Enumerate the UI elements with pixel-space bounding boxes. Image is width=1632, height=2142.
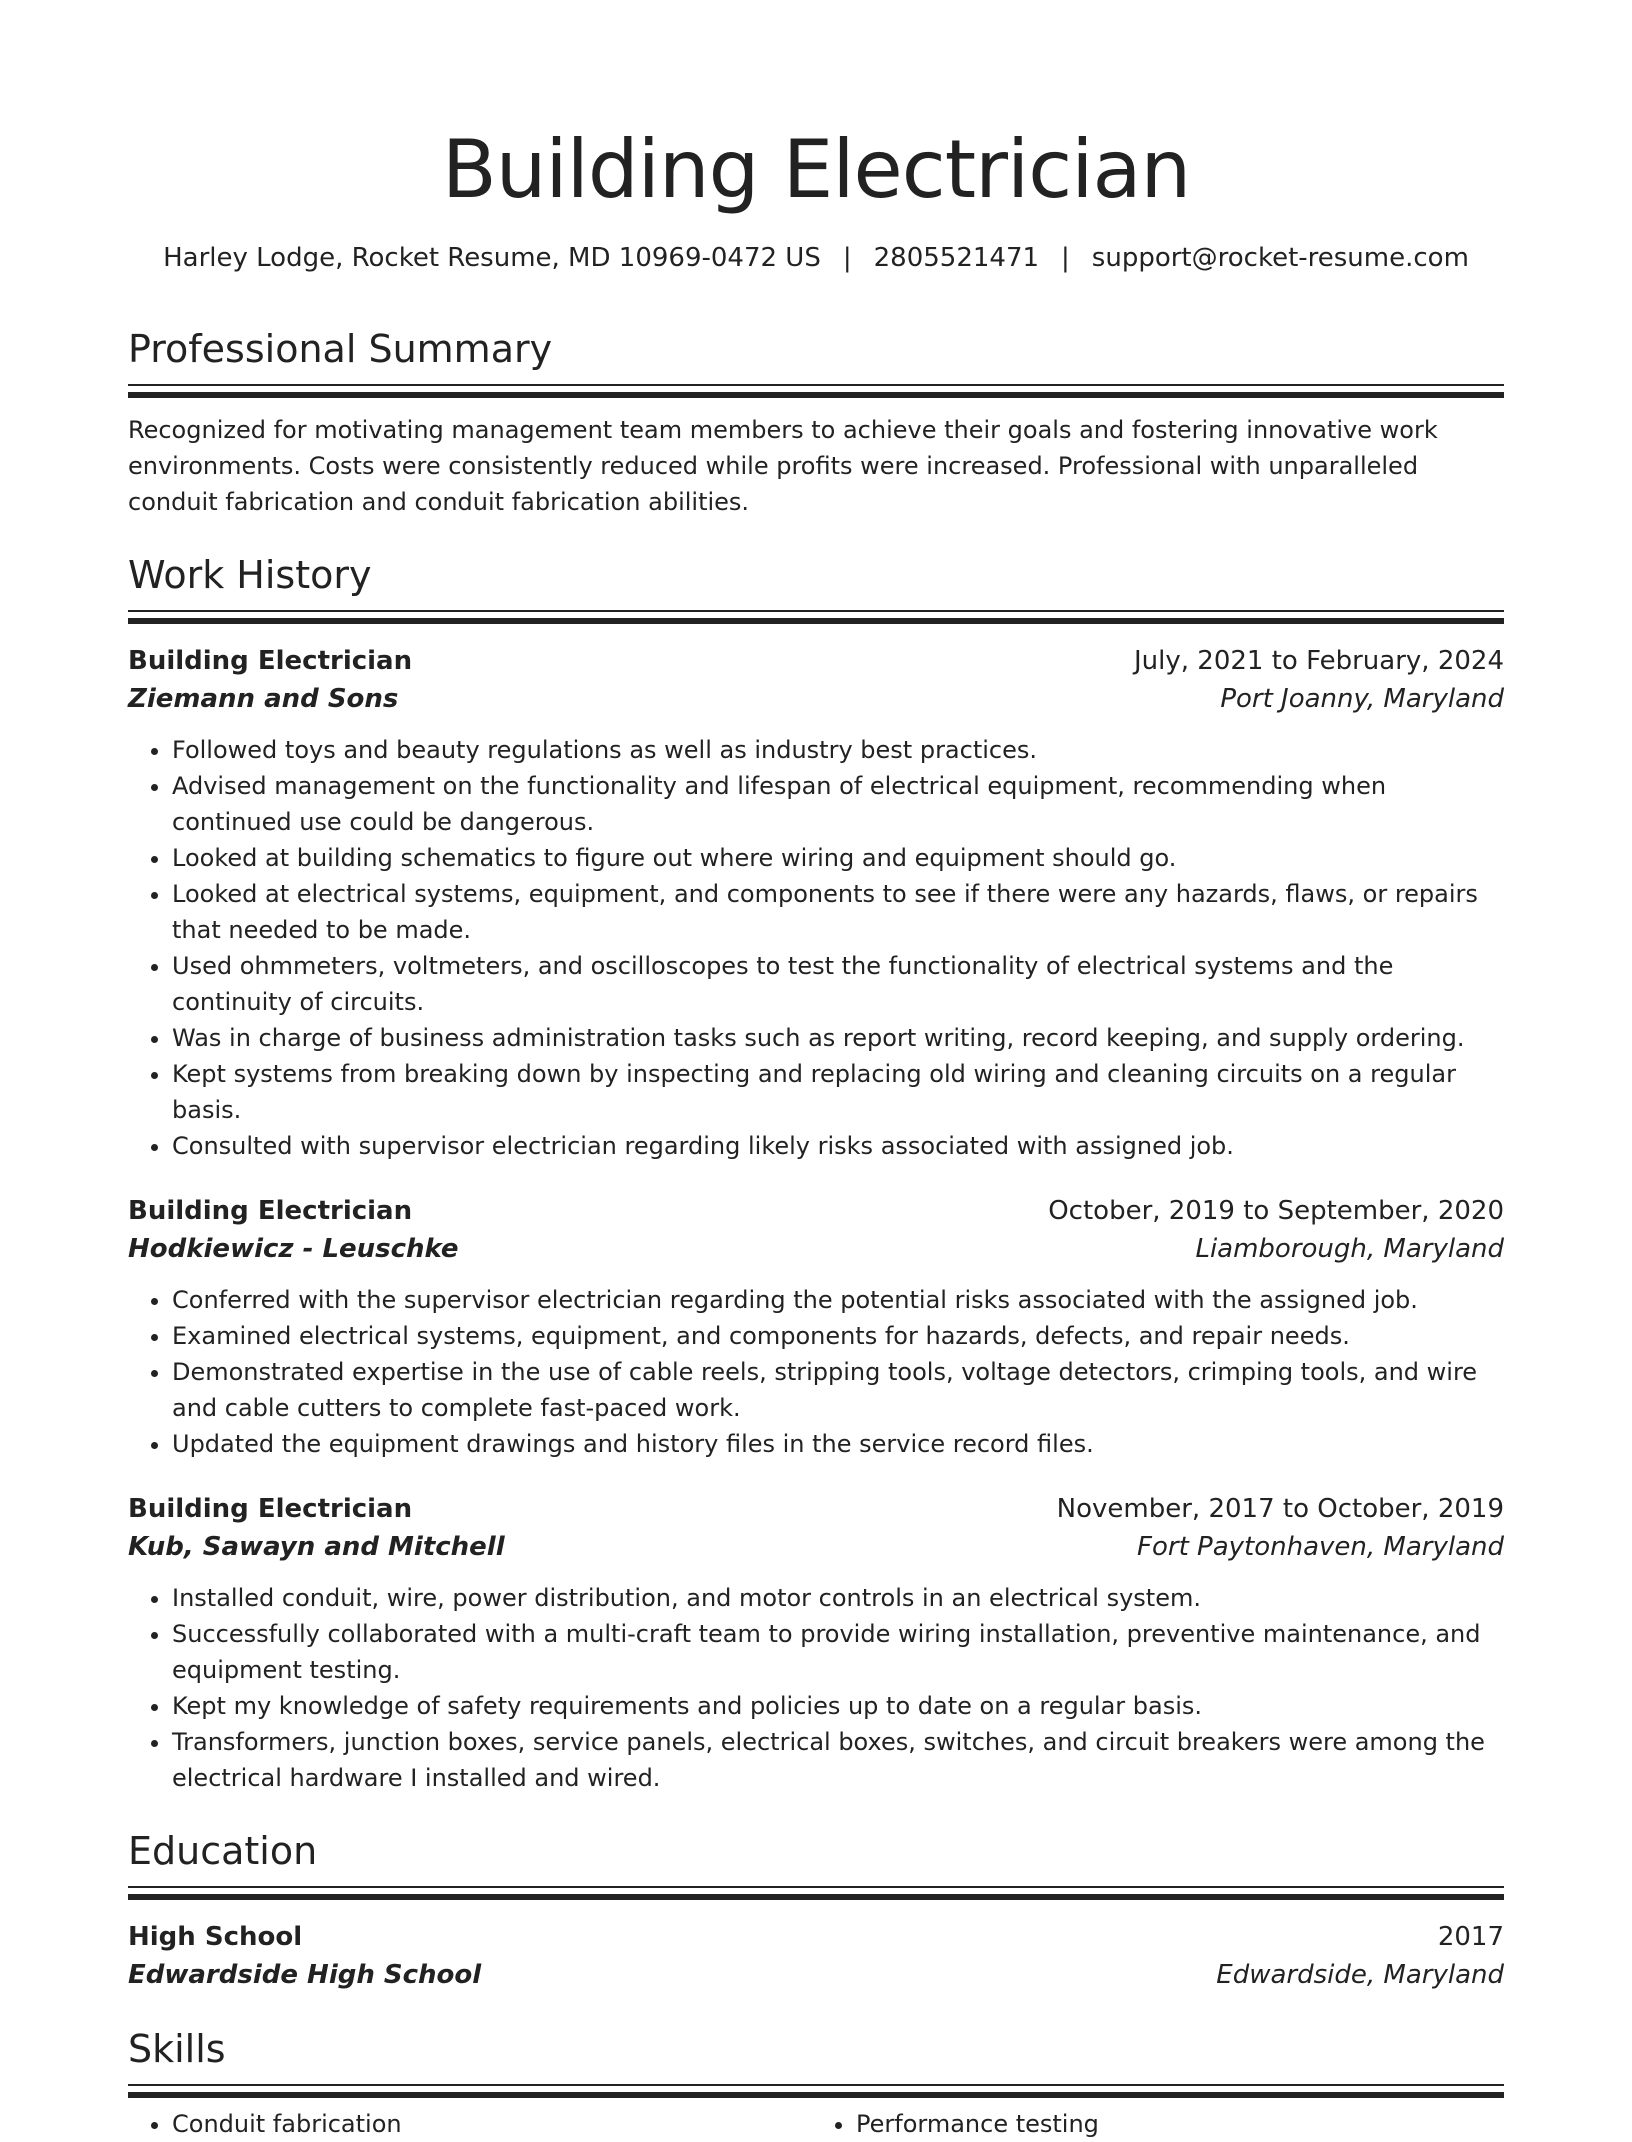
list-item: • Was in charge of business administration tasks such as report writing, record keeping, and supply ordering. (172, 1020, 1504, 1056)
section-divider (128, 1886, 1504, 1900)
job-entry (128, 1192, 1504, 1462)
work-history-section (128, 550, 1504, 1796)
skills-section (128, 2024, 1504, 2142)
skills-right-column (812, 2106, 1496, 2142)
contact-address: Harley Lodge, Rocket Resume, MD 10969-0472 US (163, 243, 821, 273)
job-title: Building Electrician (128, 1196, 413, 1226)
list-item: • Looked at building schematics to figure out where wiring and equipment should go. (172, 840, 1504, 876)
contact-separator: | (842, 243, 852, 273)
list-item: • Followed toys and beauty regulations as well as industry best practices. (172, 732, 1504, 768)
skills-columns (128, 2106, 1504, 2142)
list-item: • Consulted with supervisor electrician regarding likely risks associated with assigned job. (172, 1128, 1504, 1164)
job-dates: November, 2017 to October, 2019 (1056, 1494, 1504, 1524)
job-bullets (128, 1282, 1504, 1462)
section-divider (128, 610, 1504, 624)
list-item: • Looked at electrical systems, equipment, and components to see if there were any hazards, flaws, or repairs that needed to be made. (172, 876, 1504, 948)
section-divider (128, 384, 1504, 398)
summary-text: Recognized for motivating management team members to achieve their goals and fostering innovative work environments. Costs were consistently reduced while profits were increased. Professional with unparalleled conduit fabrication and conduit fabrication abilities. (128, 416, 1438, 516)
job-location: Fort Paytonhaven, Maryland (1137, 1532, 1504, 1562)
section-heading-work: Work History (128, 553, 372, 597)
list-item: • Demonstrated expertise in the use of cable reels, stripping tools, voltage detectors, crimping tools, and wire and cable cutters to complete fast-paced work. (172, 1354, 1504, 1426)
job-dates: October, 2019 to September, 2020 (1048, 1196, 1504, 1226)
list-item: • Transformers, junction boxes, service panels, electrical boxes, switches, and circuit breakers were among the electrical hardware I installed and wired. (172, 1724, 1504, 1796)
list-item: • Kept systems from breaking down by inspecting and replacing old wiring and cleaning circuits on a regular basis. (172, 1056, 1504, 1128)
job-location: Port Joanny, Maryland (1220, 684, 1504, 714)
job-company: Kub, Sawayn and Mitchell (128, 1532, 505, 1562)
job-header (128, 642, 1504, 680)
job-entry (128, 1490, 1504, 1796)
list-item: • Advised management on the functionality and lifespan of electrical equipment, recommending when continued use could be dangerous. (172, 768, 1504, 840)
resume-title: Building Electrician (441, 123, 1191, 216)
section-heading-skills: Skills (128, 2027, 226, 2071)
section-heading-summary: Professional Summary (128, 327, 553, 371)
list-item: • Successfully collaborated with a multi-craft team to provide wiring installation, preventive maintenance, and equipment testing. (172, 1616, 1504, 1688)
job-subheader (128, 1230, 1504, 1268)
skills-left-column (128, 2106, 812, 2142)
education-section (128, 1826, 1504, 1994)
job-location: Liamborough, Maryland (1195, 1234, 1504, 1264)
job-bullets (128, 1580, 1504, 1796)
list-item: • Conduit fabrication (172, 2106, 812, 2142)
list-item: • Conferred with the supervisor electrician regarding the potential risks associated with the assigned job. (172, 1282, 1504, 1318)
summary-section (128, 324, 1504, 520)
job-dates: July, 2021 to February, 2024 (1134, 646, 1504, 676)
job-company: Ziemann and Sons (128, 684, 399, 714)
list-item: • Used ohmmeters, voltmeters, and oscilloscopes to test the functionality of electrical systems and the continuity of circuits. (172, 948, 1504, 1020)
job-header (128, 1490, 1504, 1528)
job-entry (128, 642, 1504, 1164)
section-divider (128, 2084, 1504, 2098)
job-header (128, 1192, 1504, 1230)
job-company: Hodkiewicz - Leuschke (128, 1234, 459, 1264)
resume-page (128, 118, 1504, 2142)
education-school: Edwardside High School (128, 1960, 482, 1990)
job-title: Building Electrician (128, 1494, 413, 1524)
contact-phone: 2805521471 (873, 243, 1040, 273)
job-bullets (128, 732, 1504, 1164)
job-subheader (128, 680, 1504, 718)
education-subheader (128, 1956, 1504, 1994)
contact-line (128, 238, 1504, 278)
job-title: Building Electrician (128, 646, 413, 676)
list-item: • Updated the equipment drawings and history files in the service record files. (172, 1426, 1504, 1462)
education-year: 2017 (1437, 1922, 1504, 1952)
education-entry (128, 1918, 1504, 1994)
list-item: • Installed conduit, wire, power distribution, and motor controls in an electrical system. (172, 1580, 1504, 1616)
list-item: • Performance testing (856, 2106, 1496, 2142)
job-subheader (128, 1528, 1504, 1566)
section-heading-education: Education (128, 1829, 318, 1873)
contact-email: support@rocket-resume.com (1091, 243, 1469, 273)
education-location: Edwardside, Maryland (1216, 1960, 1504, 1990)
list-item: • Examined electrical systems, equipment, and components for hazards, defects, and repair needs. (172, 1318, 1504, 1354)
education-degree: High School (128, 1922, 303, 1952)
contact-separator: | (1061, 243, 1070, 273)
list-item: • Kept my knowledge of safety requirements and policies up to date on a regular basis. (172, 1688, 1504, 1724)
education-header (128, 1918, 1504, 1956)
